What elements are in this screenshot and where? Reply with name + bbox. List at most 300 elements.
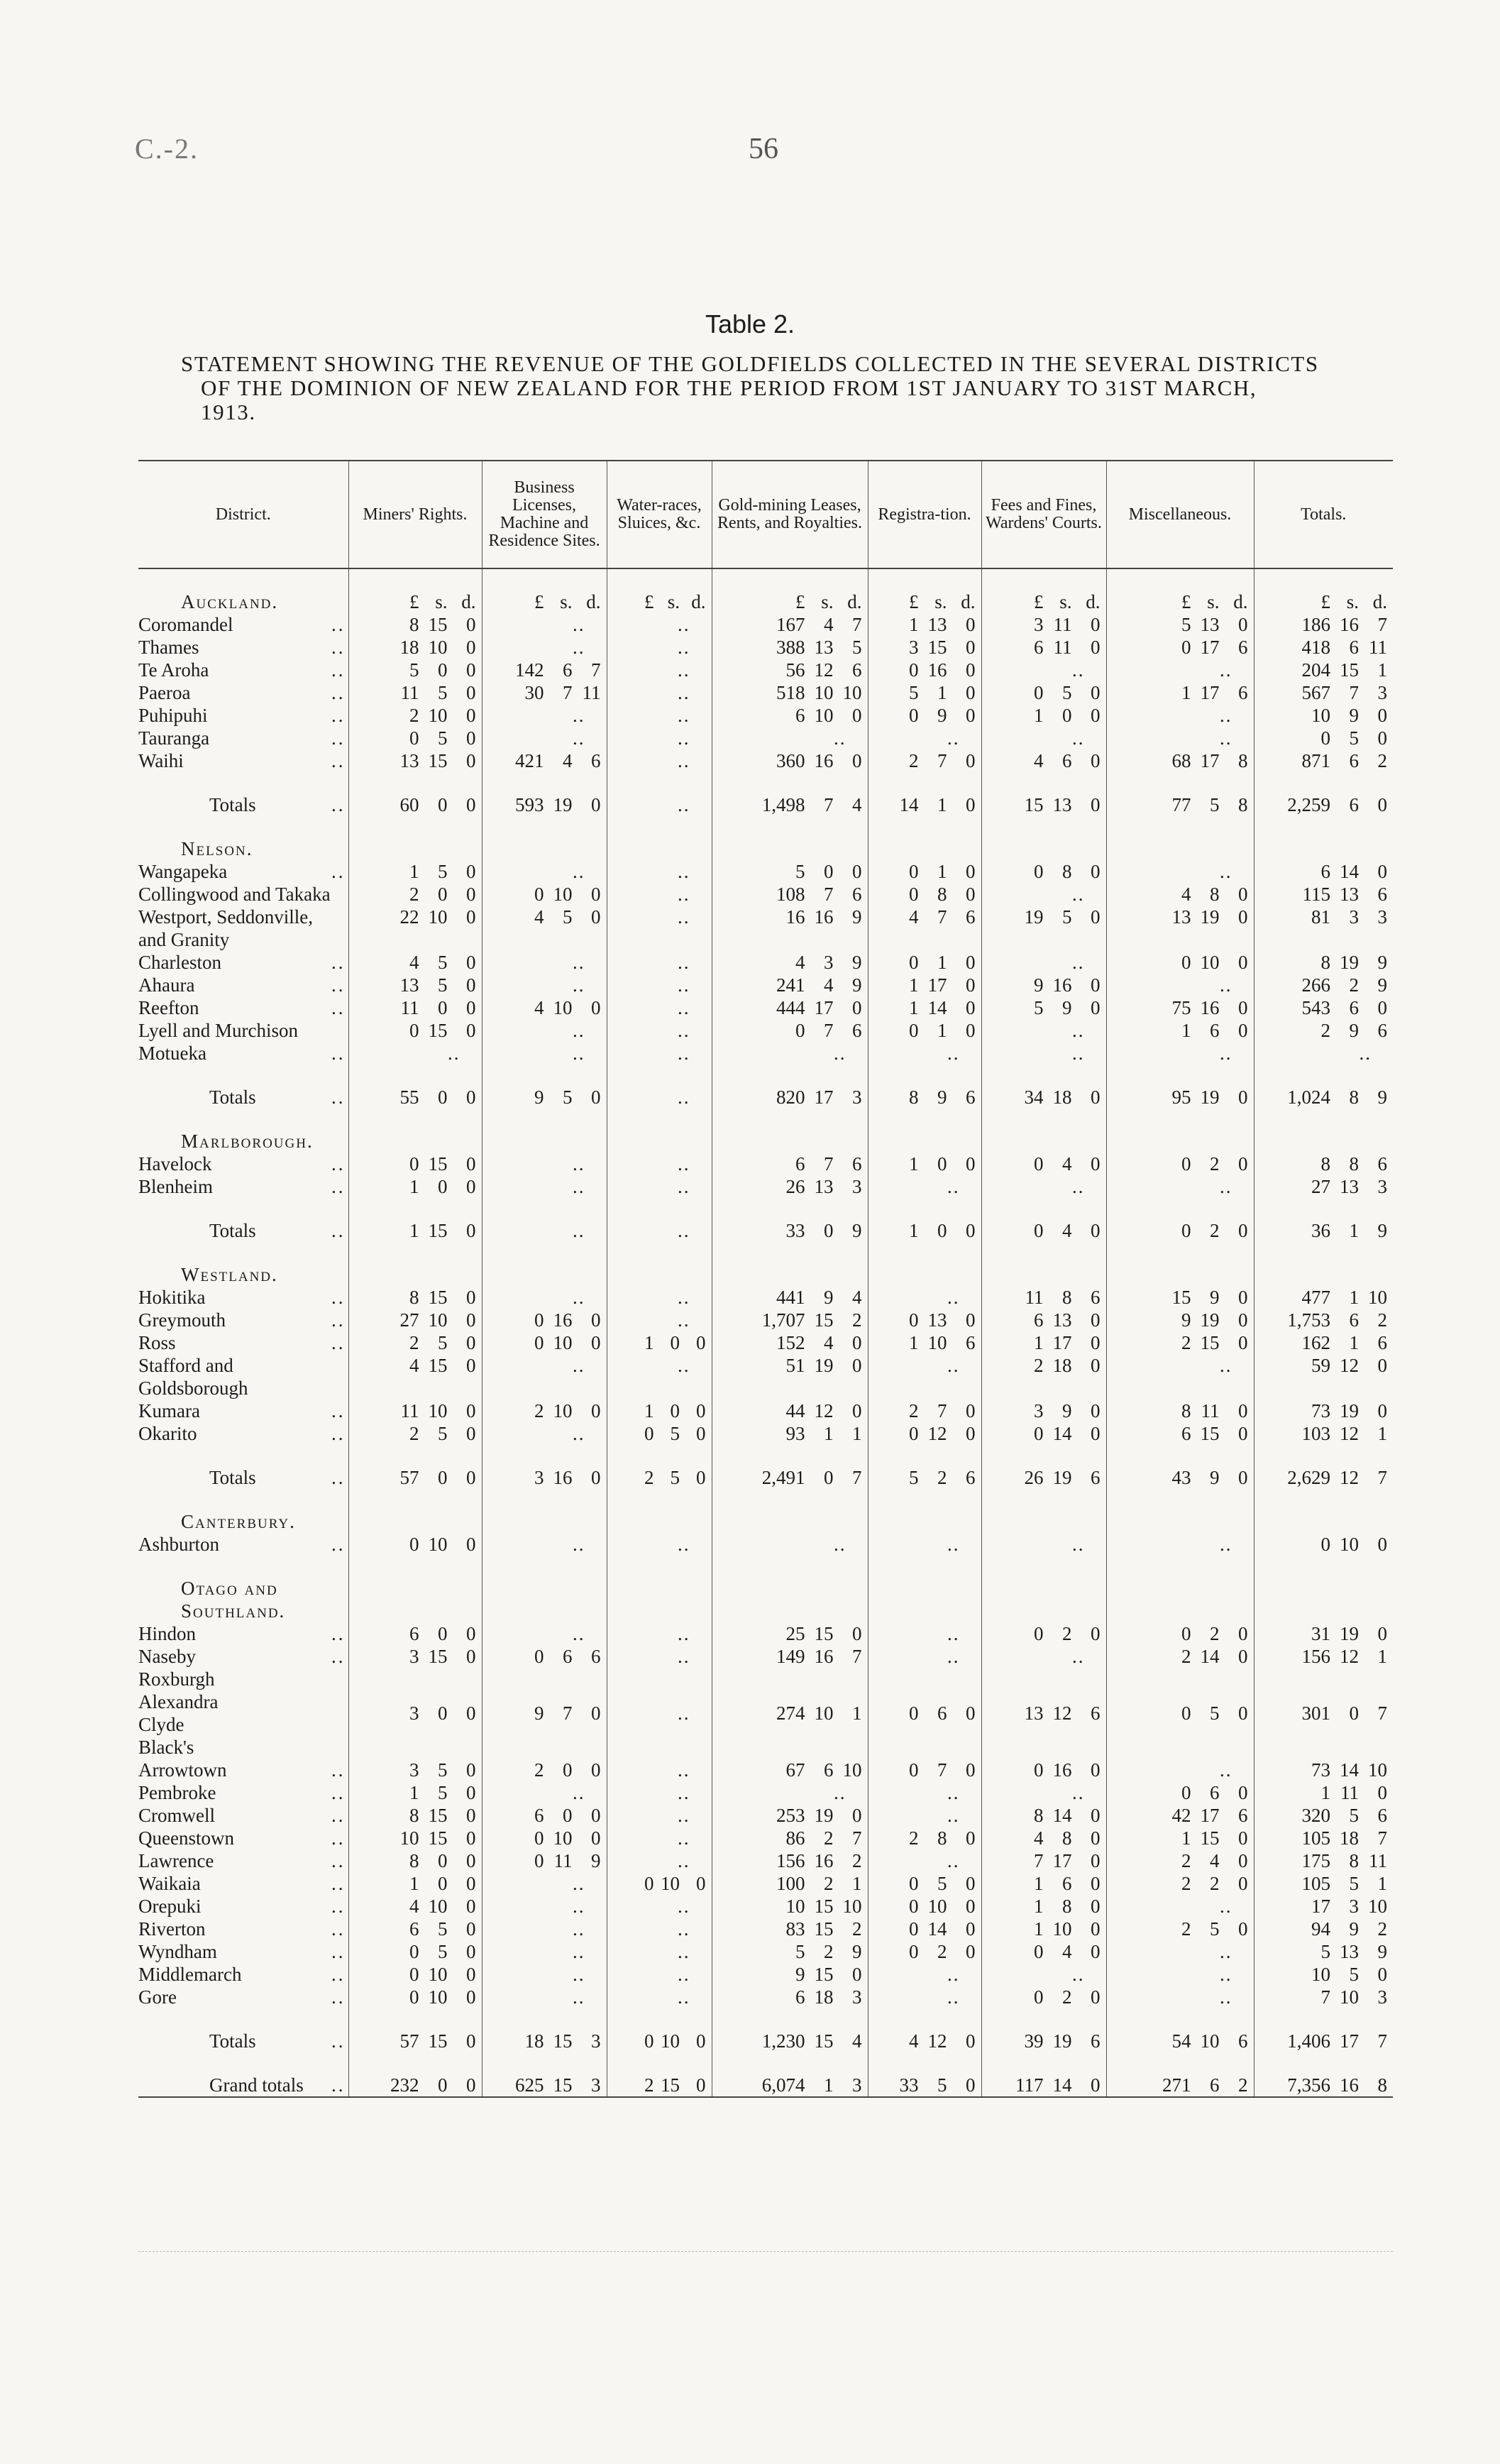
amount-shillings: 16 [814, 1850, 834, 1871]
amount-pence: 6 [1091, 1467, 1101, 1488]
money-value [712, 793, 868, 816]
amount-shillings: 15 [1340, 659, 1359, 681]
amount-shillings: 14 [1200, 1646, 1220, 1667]
amount-pounds: 108 [776, 884, 805, 905]
amount-pence: 7 [1377, 1467, 1387, 1488]
amount-shillings: 0 [438, 2074, 448, 2096]
money-value [868, 974, 981, 996]
money-value [712, 1286, 868, 1309]
money-value [482, 1759, 607, 1781]
money-value [712, 613, 868, 636]
unit-s: s. [934, 591, 947, 612]
empty-dots: .. [834, 1782, 846, 1803]
amount-pence: 0 [852, 750, 862, 771]
amount-pounds: 43 [1171, 1467, 1191, 1488]
amount-pounds: 42 [1171, 1805, 1191, 1826]
amount-shillings: 5 [438, 952, 448, 973]
amount-pence: 1 [1377, 1646, 1387, 1667]
amount-shillings: 7 [563, 682, 573, 703]
district-name: Hindon [138, 1623, 196, 1644]
amount-pence: 8 [1238, 794, 1248, 815]
amount-shillings: 5 [1062, 906, 1072, 928]
money-value [482, 659, 607, 681]
empty-dots: .. [678, 1153, 690, 1175]
amount-shillings: 6 [1349, 1309, 1359, 1331]
empty-dots: .. [1220, 1964, 1232, 1985]
money-value [607, 1422, 712, 1445]
amount-pence: 0 [1377, 1534, 1387, 1555]
amount-pounds: 4 [409, 1896, 419, 1917]
money-value [349, 1986, 482, 2008]
amount-pence: 0 [1091, 1827, 1101, 1849]
amount-pence: 6 [1238, 637, 1248, 658]
empty-dots: .. [573, 1964, 585, 1985]
amount-shillings: 17 [1200, 1805, 1220, 1826]
amount-pence: 0 [1238, 1153, 1248, 1175]
amount-shillings: 10 [553, 1400, 573, 1421]
amount-pounds: 4 [1034, 750, 1044, 771]
amount-pounds: 1 [1034, 1332, 1044, 1353]
money-value [1107, 906, 1254, 928]
col-totals: Totals. [1254, 461, 1393, 568]
amount-shillings: 6 [1349, 997, 1359, 1018]
amount-pounds: 27 [399, 1309, 419, 1331]
money-value [1254, 1963, 1394, 1986]
amount-pounds: 0 [1034, 1941, 1044, 1962]
amount-shillings: 0 [937, 1153, 947, 1175]
money-value [1254, 2074, 1394, 2096]
amount-pounds: 105 [1301, 1827, 1330, 1849]
money-value [482, 1702, 607, 1725]
amount-pounds: 418 [1301, 637, 1330, 658]
district-row [138, 727, 1393, 749]
section-heading: Westland. [181, 1264, 278, 1285]
empty-dots: .. [947, 1850, 960, 1871]
amount-shillings: 17 [927, 974, 947, 996]
money-value [482, 1399, 607, 1422]
money-value [1107, 1827, 1254, 1849]
money-value [1254, 659, 1394, 681]
amount-pounds: 8 [1320, 952, 1330, 973]
amount-pounds: 266 [1301, 974, 1330, 996]
amount-pence: 0 [1091, 1309, 1101, 1331]
amount-pounds: 1,753 [1287, 1309, 1330, 1331]
district-group [138, 1668, 348, 1759]
district-row [138, 883, 1393, 906]
amount-shillings: 16 [553, 1309, 573, 1331]
amount-shillings: 15 [428, 1153, 448, 1175]
leader-dots: .. [331, 952, 346, 973]
amount-pence: 0 [591, 1703, 601, 1724]
district-name: Blenheim [138, 1176, 213, 1197]
district-name: Charleston [138, 952, 221, 973]
money-value [868, 1153, 981, 1175]
district-row [138, 1895, 1393, 1918]
money-value [868, 1331, 981, 1354]
money-value [1254, 1354, 1394, 1377]
amount-pounds: 2 [1181, 1873, 1191, 1894]
amount-pence: 0 [1377, 1400, 1387, 1421]
money-value [1254, 1986, 1394, 2008]
amount-pounds: 34 [1024, 1087, 1044, 1108]
amount-shillings: 0 [438, 794, 448, 815]
amount-pence: 0 [1091, 682, 1101, 703]
money-value [868, 996, 981, 1019]
money-value [349, 1399, 482, 1422]
money-value [868, 1019, 981, 1042]
empty-dots: .. [678, 637, 690, 658]
amount-pence: 0 [466, 1782, 476, 1803]
amount-pence: 0 [1091, 794, 1101, 815]
district-row [138, 1827, 1393, 1849]
amount-shillings: 5 [438, 861, 448, 882]
amount-pence: 0 [466, 1332, 476, 1353]
money-value [349, 1331, 482, 1354]
district-row [138, 996, 1393, 1019]
amount-pence: 11 [1369, 637, 1387, 658]
amount-shillings: 9 [1062, 1400, 1072, 1421]
amount-pence: 0 [466, 1623, 476, 1644]
district-name: Cromwell [138, 1805, 215, 1826]
amount-shillings: 0 [824, 1220, 834, 1241]
amount-pence: 0 [966, 794, 976, 815]
amount-pounds: 13 [399, 974, 419, 996]
money-value [349, 1533, 482, 1556]
amount-pence: 0 [1091, 974, 1101, 996]
amount-pounds: 6 [795, 1986, 805, 2008]
amount-shillings: 6 [1349, 794, 1359, 815]
money-value [1107, 749, 1254, 772]
amount-shillings: 19 [1340, 1400, 1359, 1421]
money-value [1254, 1849, 1394, 1872]
district-name: Westport, Seddonville, and Granity [138, 906, 314, 950]
empty-dots: .. [573, 1176, 585, 1197]
amount-pounds: 3 [1034, 614, 1044, 635]
empty-dots: .. [573, 1918, 585, 1940]
amount-shillings: 5 [438, 1918, 448, 1940]
spacer-row [138, 1489, 1393, 1510]
empty-dots: .. [573, 1355, 585, 1376]
amount-shillings: 15 [428, 1805, 448, 1826]
amount-pence: 6 [1238, 682, 1248, 703]
money-value [1107, 613, 1254, 636]
spacer-row [138, 1198, 1393, 1219]
district-name: Paeroa [138, 682, 191, 703]
empty-dots: .. [947, 1646, 960, 1667]
amount-shillings: 6 [1062, 750, 1072, 771]
amount-shillings: 15 [927, 637, 947, 658]
amount-shillings: 5 [1349, 1873, 1359, 1894]
leader-dots: .. [331, 750, 346, 771]
amount-pence: 2 [852, 1850, 862, 1871]
amount-pence: 6 [1238, 1805, 1248, 1826]
amount-pence: 6 [1377, 1805, 1387, 1826]
amount-pence: 0 [1091, 1896, 1101, 1917]
amount-pence: 0 [466, 1896, 476, 1917]
leader-dots: .. [331, 682, 346, 703]
amount-pence: 0 [852, 1332, 862, 1353]
amount-pence: 0 [466, 1020, 476, 1041]
amount-pence: 2 [1238, 2074, 1248, 2096]
money-value [1254, 1702, 1394, 1725]
money-value [349, 1019, 482, 1042]
amount-pounds: 9 [1034, 974, 1044, 996]
amount-pence: 10 [1368, 1287, 1387, 1308]
amount-shillings: 13 [814, 637, 834, 658]
amount-pounds: 186 [1301, 614, 1330, 635]
amount-pounds: 0 [909, 1896, 919, 1917]
amount-pence: 0 [1377, 1355, 1387, 1376]
amount-shillings: 10 [428, 1534, 448, 1555]
amount-pounds: 301 [1301, 1703, 1330, 1724]
amount-shillings: 0 [438, 1467, 448, 1488]
empty-dots: .. [1072, 884, 1085, 905]
amount-pence: 10 [842, 682, 862, 703]
unit-d: d. [461, 591, 476, 612]
amount-pence: 4 [852, 2030, 862, 2052]
money-value [712, 1849, 868, 1872]
amount-shillings: 15 [1200, 1827, 1220, 1849]
amount-shillings: 10 [553, 1827, 573, 1849]
money-value [712, 996, 868, 1019]
amount-shillings: 10 [553, 884, 573, 905]
empty-dots: .. [834, 1534, 846, 1555]
page-number: 56 [749, 133, 778, 165]
amount-shillings: 8 [1210, 884, 1220, 905]
amount-shillings: 10 [428, 705, 448, 726]
amount-shillings: 1 [1349, 1332, 1359, 1353]
money-value [712, 860, 868, 883]
statement-line-2: OF THE DOMINION OF NEW ZEALAND FOR THE PERIOD FROM 1ST JANUARY TO 31ST MARCH, [201, 375, 1257, 400]
district-name: Okarito [138, 1423, 197, 1444]
amount-pounds: 39 [1024, 2030, 1044, 2052]
district-row [138, 1153, 1393, 1175]
district-name: Alexandra [138, 1691, 219, 1712]
amount-pounds: 0 [409, 1020, 419, 1041]
money-value [482, 1086, 607, 1109]
amount-pence: 0 [966, 1896, 976, 1917]
amount-shillings: 4 [824, 974, 834, 996]
money-value [982, 1309, 1106, 1331]
leader-dots: .. [331, 1153, 346, 1175]
district-row [138, 1175, 1393, 1198]
leader-dots: .. [331, 2030, 346, 2052]
totals-label: Totals [209, 2030, 256, 2052]
amount-pence: 7 [1377, 1703, 1387, 1724]
district-name: Reefton [138, 997, 199, 1018]
amount-pounds: 0 [909, 884, 919, 905]
money-value [712, 2074, 868, 2096]
money-value [712, 974, 868, 996]
amount-pounds: 86 [785, 1827, 805, 1849]
amount-shillings: 8 [1062, 861, 1072, 882]
money-value [868, 2030, 981, 2052]
amount-pence: 0 [966, 2030, 976, 2052]
amount-shillings: 13 [1340, 884, 1359, 905]
amount-shillings: 11 [553, 1850, 573, 1871]
amount-pounds: 4 [534, 997, 544, 1018]
district-name: Waikaia [138, 1873, 201, 1894]
amount-pence: 0 [1091, 1918, 1101, 1940]
totals-label: Totals [209, 1220, 256, 1241]
amount-pence: 0 [466, 682, 476, 703]
amount-pounds: 5 [1320, 1941, 1330, 1962]
empty-dots: .. [678, 884, 690, 905]
amount-shillings: 3 [824, 952, 834, 973]
leader-dots: .. [331, 1827, 346, 1849]
money-value [349, 1286, 482, 1309]
leader-dots: .. [331, 1332, 346, 1353]
amount-shillings: 10 [1340, 1534, 1359, 1555]
amount-pence: 0 [1238, 1467, 1248, 1488]
district-row [138, 1399, 1393, 1422]
amount-shillings: 9 [1210, 1287, 1220, 1308]
amount-shillings: 10 [814, 705, 834, 726]
amount-shillings: 6 [1349, 750, 1359, 771]
amount-shillings: 0 [1349, 1703, 1359, 1724]
amount-shillings: 5 [438, 974, 448, 996]
amount-shillings: 5 [438, 1782, 448, 1803]
amount-pence: 0 [966, 1400, 976, 1421]
unit-s: s. [1059, 591, 1072, 612]
amount-shillings: 1 [824, 1423, 834, 1444]
money-value [482, 2074, 607, 2096]
money-value [1107, 1331, 1254, 1354]
amount-shillings: 4 [563, 750, 573, 771]
amount-shillings: 7 [824, 1153, 834, 1175]
col-district: District. [215, 505, 271, 524]
amount-pounds: 0 [909, 705, 919, 726]
amount-pounds: 14 [899, 794, 919, 815]
empty-dots: .. [678, 1020, 690, 1041]
amount-pounds: 0 [534, 1827, 544, 1849]
money-value [607, 2030, 712, 2052]
empty-dots: .. [947, 1623, 960, 1644]
amount-pounds: 0 [534, 1646, 544, 1667]
amount-pounds: 0 [909, 1309, 919, 1331]
empty-dots: .. [678, 1355, 690, 1376]
totals-row [138, 2074, 1393, 2097]
money-value [349, 1940, 482, 1963]
amount-pence: 0 [966, 1873, 976, 1894]
empty-dots: .. [678, 1805, 690, 1826]
money-value [868, 1086, 981, 1109]
amount-pence: 9 [1377, 1220, 1387, 1241]
amount-shillings: 15 [428, 614, 448, 635]
spacer-row [138, 1556, 1393, 1577]
statement-line-3: 1913. [201, 400, 256, 424]
amount-shillings: 17 [1200, 750, 1220, 771]
money-value [712, 1986, 868, 2008]
amount-shillings: 2 [937, 1941, 947, 1962]
amount-pounds: 5 [1181, 614, 1191, 635]
leader-dots: .. [331, 637, 346, 658]
section-row-otago [138, 1577, 1393, 1622]
amount-pounds: 0 [909, 952, 919, 973]
amount-shillings: 5 [438, 727, 448, 749]
money-value [712, 1702, 868, 1725]
amount-pounds: 152 [776, 1332, 805, 1353]
totals-row [138, 793, 1393, 816]
amount-pence: 7 [1377, 1827, 1387, 1849]
amount-pence: 0 [466, 1759, 476, 1781]
empty-dots: .. [573, 1986, 585, 2008]
totals-label: Totals [209, 1467, 256, 1488]
money-value [1254, 1219, 1394, 1242]
amount-shillings: 6 [1210, 1782, 1220, 1803]
empty-dots: .. [573, 1287, 585, 1308]
amount-pounds: 2 [909, 750, 919, 771]
spacer-row [138, 772, 1393, 793]
amount-pence: 0 [466, 1850, 476, 1871]
amount-shillings: 5 [670, 1467, 680, 1488]
amount-pence: 6 [966, 1332, 976, 1353]
amount-shillings: 13 [927, 1309, 947, 1331]
amount-pounds: 1 [909, 1220, 919, 1241]
money-value [982, 1702, 1106, 1725]
amount-shillings: 10 [1200, 952, 1220, 973]
money-value [1107, 1849, 1254, 1872]
amount-shillings: 5 [563, 906, 573, 928]
empty-dots: .. [1220, 1355, 1232, 1376]
money-value [607, 1399, 712, 1422]
amount-pounds: 8 [409, 614, 419, 635]
amount-pounds: 4 [534, 906, 544, 928]
amount-pence: 9 [852, 906, 862, 928]
money-value [868, 906, 981, 928]
money-value [982, 613, 1106, 636]
section-row-westland [138, 1263, 1393, 1286]
amount-pounds: 1 [409, 1873, 419, 1894]
amount-pence: 3 [852, 1087, 862, 1108]
amount-pounds: 27 [1311, 1176, 1330, 1197]
amount-pounds: 2 [409, 1332, 419, 1353]
empty-dots: .. [573, 1153, 585, 1175]
district-row [138, 1331, 1393, 1354]
money-value [1254, 906, 1394, 928]
amount-pence: 0 [966, 1309, 976, 1331]
amount-shillings: 2 [824, 1873, 834, 1894]
amount-shillings: 13 [1052, 794, 1072, 815]
amount-pounds: 1 [1034, 1896, 1044, 1917]
empty-dots: .. [678, 1941, 690, 1962]
amount-shillings: 8 [1349, 1087, 1359, 1108]
amount-shillings: 5 [670, 1423, 680, 1444]
amount-shillings: 14 [1340, 1759, 1359, 1781]
amount-pounds: 3 [409, 1703, 419, 1724]
empty-dots: .. [1220, 974, 1232, 996]
money-value [349, 1759, 482, 1781]
amount-pence: 0 [591, 1759, 601, 1781]
district-row [138, 636, 1393, 659]
amount-pence: 0 [466, 614, 476, 635]
amount-pence: 0 [466, 750, 476, 771]
money-value [1254, 1895, 1394, 1918]
spacer-row [138, 1445, 1393, 1466]
money-value [1107, 996, 1254, 1019]
amount-pence: 0 [591, 1309, 601, 1331]
amount-pounds: 1 [909, 1153, 919, 1175]
empty-dots: .. [573, 1534, 585, 1555]
amount-shillings: 5 [1349, 1964, 1359, 1985]
amount-shillings: 17 [1200, 682, 1220, 703]
money-value [712, 1354, 868, 1377]
amount-pounds: 18 [399, 637, 419, 658]
money-value [868, 1309, 981, 1331]
amount-pence: 0 [466, 1964, 476, 1985]
amount-pounds: 68 [1171, 750, 1191, 771]
amount-shillings: 7 [824, 1020, 834, 1041]
